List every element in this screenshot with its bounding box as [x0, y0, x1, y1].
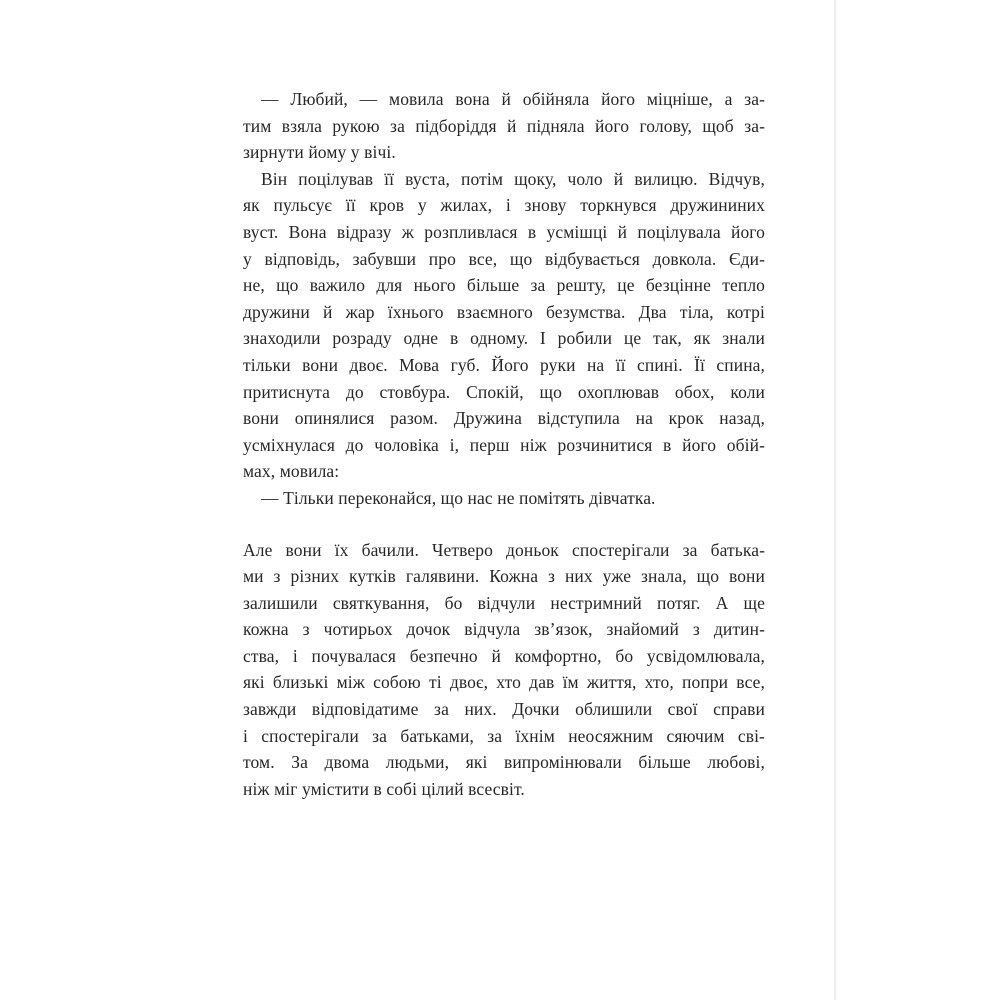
page-text-block: [243, 86, 765, 802]
text-line: кожна з чотирьох дочок відчула зв’язок, знайомий з дитин-: [243, 619, 765, 640]
page-edge-shadow-line: [834, 0, 836, 1000]
text-line: Він поцілував її вуста, потім щоку, чоло й вилицю. Відчув,: [261, 168, 765, 189]
text-line: притиснута до стовбура. Спокій, що охоплював обох, коли: [243, 381, 765, 402]
text-line: завжди відповідатиме за них. Дочки облишили свої справи: [243, 699, 765, 720]
text-line: том. За двома людьми, які випромінювали більше любові,: [243, 752, 765, 773]
text-line: у відповідь, забувши про все, що відбувається довкола. Єди-: [243, 248, 765, 269]
text-line: дружини й жар їхнього взаємного безумства. Два тіла, котрі: [243, 301, 765, 322]
text-line: тим взяла рукою за підборіддя й підняла його голову, щоб за-: [243, 115, 765, 136]
text-line: усміхнулася до чоловіка і, перш ніж розчинитися в його обій-: [243, 434, 765, 455]
text-line: і спостерігали за батьками, за їхнім неосяжним сяючим сві-: [243, 725, 765, 746]
text-line: ніж міг умістити в собі цілий всесвіт.: [243, 778, 525, 799]
text-line: ства, і почувалася безпечно й комфортно, бо усвідомлювала,: [243, 645, 765, 666]
text-line: — Тільки переконайся, що нас не помітять дівчатка.: [261, 487, 656, 508]
text-line: не, що важило для нього більше за решту, це безцінне тепло: [243, 275, 765, 296]
text-line: вони опинялися разом. Дружина відступила на крок назад,: [243, 408, 765, 429]
text-line: залишили святкування, бо відчули нестримний потяг. А ще: [243, 592, 765, 613]
text-line: — Любий, — мовила вона й обійняла його міцніше, а за-: [261, 89, 765, 109]
text-line: зирнути йому у вічі.: [243, 142, 396, 163]
text-line: ми з різних кутків галявини. Кожна з них уже знала, що вони: [243, 566, 765, 587]
text-line: тільки вони двоє. Мова губ. Його руки на її спині. Її спина,: [243, 354, 765, 375]
text-line: які близькі між собою ті двоє, хто дав їм життя, хто, попри все,: [243, 672, 765, 693]
text-line: як пульсує її кров у жилах, і знову торкнувся дружининих: [243, 195, 765, 216]
text-line: мах, мовила:: [243, 461, 340, 482]
text-line: знаходили розраду одне в одному. І робили це так, як знали: [243, 328, 765, 349]
text-line: вуст. Вона відразу ж розпливлася в усмішці й поцілувала його: [243, 221, 765, 242]
text-line: Але вони їх бачили. Четверо доньок спостерігали за батька-: [243, 539, 765, 560]
